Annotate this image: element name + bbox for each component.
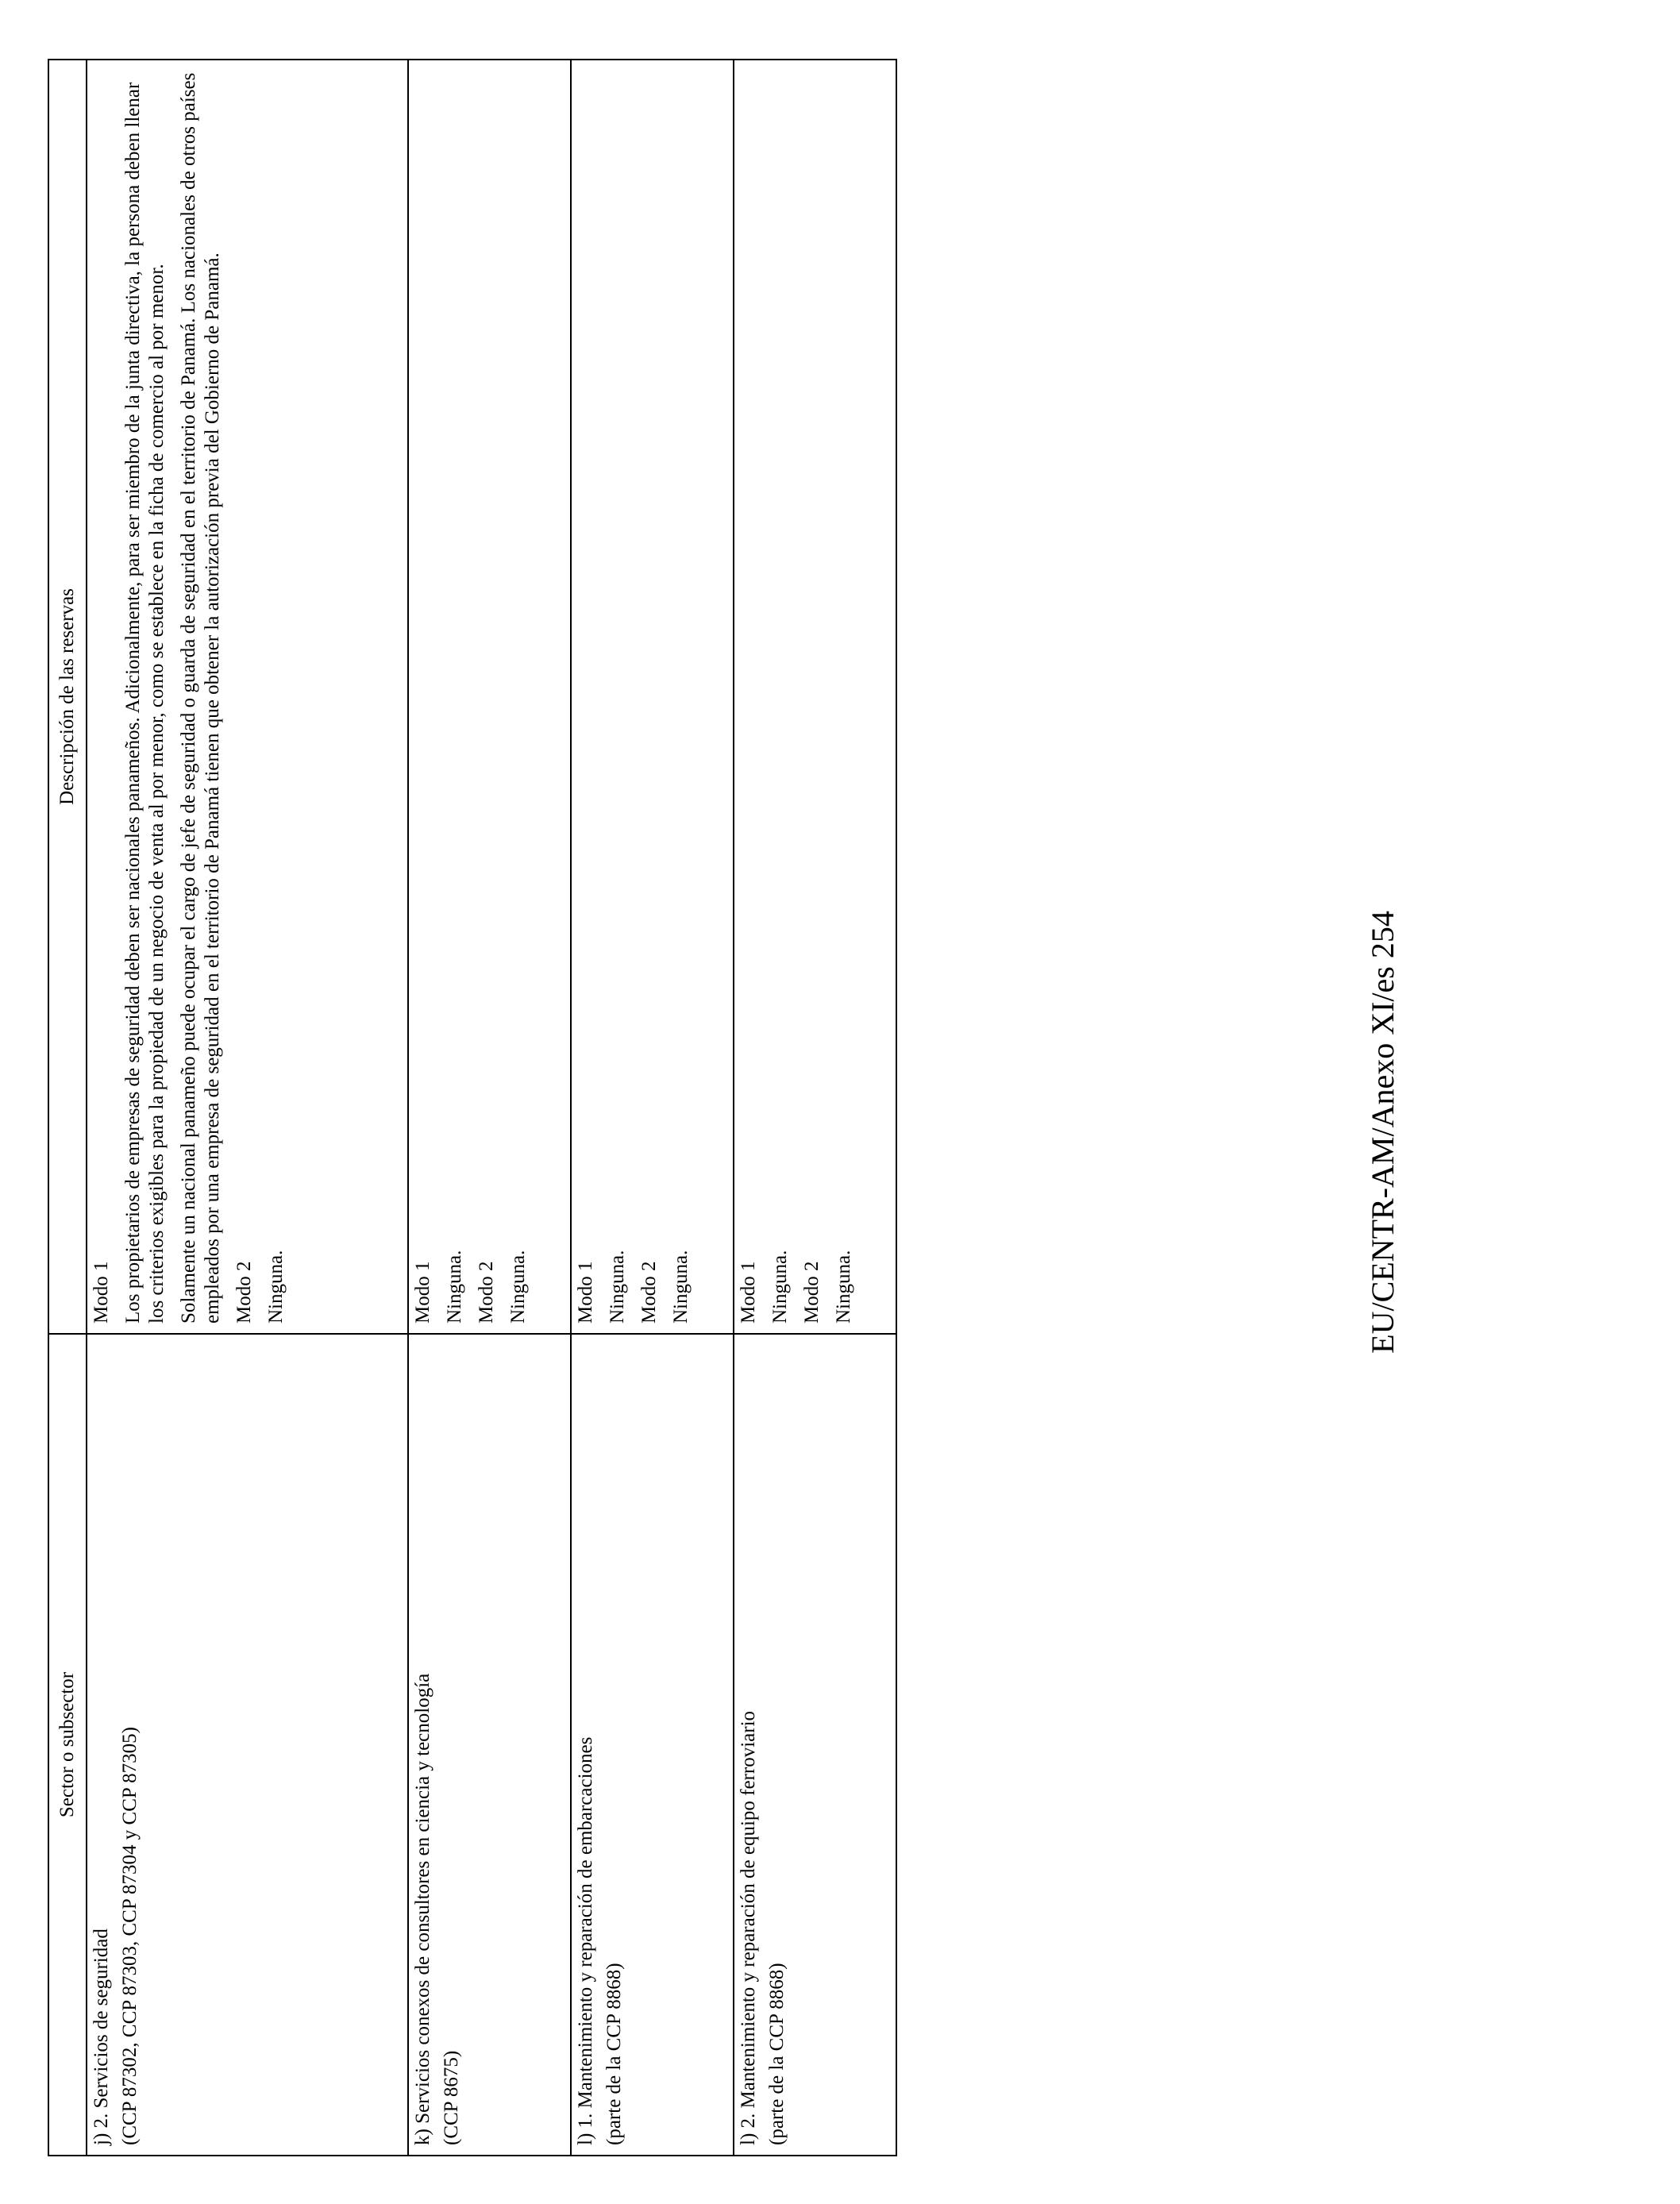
- sector-code: (parte de la CCP 8868): [766, 1963, 788, 2145]
- mode-label: Modo 2: [233, 1261, 255, 1324]
- table-row: [87, 60, 408, 2156]
- mode-label: Modo 2: [801, 1261, 823, 1324]
- header-sector: Sector o subsector: [48, 1334, 87, 2156]
- mode-label: Modo 1: [738, 1261, 759, 1324]
- sector-title: k) Servicios conexos de consultores en ciencia y tecnología: [412, 1673, 433, 2145]
- reservations-table: [48, 59, 897, 2156]
- mode-label: Modo 1: [575, 1261, 596, 1324]
- description-cell: [734, 60, 896, 1334]
- sector-code: (CCP 87302, CCP 87303, CCP 87304 y CCP 87305): [119, 1727, 141, 2145]
- reservation-text: Los propietarios de empresas de seguridad deben ser nacionales panameños. Adicionalmente, para ser miembro de la junta directiva, la persona deben llenar los criterios exigibles para la propiedad de un negocio de venta al por menor, como se establece en la ficha de comercio al por menor.: [122, 82, 168, 1324]
- mode-label: Modo 2: [638, 1261, 660, 1324]
- sector-cell: [571, 1334, 734, 2156]
- reservation-text: Ninguna.: [265, 1250, 287, 1324]
- table-row: [734, 60, 896, 2156]
- table-row: [408, 60, 571, 2156]
- document-reference: EU/CENTR-AM/Anexo XI/es 254: [1365, 911, 1401, 1354]
- description-cell: [408, 60, 571, 1334]
- reservation-text: Ninguna.: [607, 1250, 628, 1324]
- mode-label: Modo 1: [412, 1261, 433, 1324]
- sector-code: (parte de la CCP 8868): [603, 1963, 625, 2145]
- mode-label: Modo 2: [476, 1261, 497, 1324]
- reservation-text: Solamente un nacional panameño puede ocupar el cargo de jefe de seguridad o guarda de seguridad en el territorio de Panamá. Los nacionales de otros países empleados por una empresa de seguridad en el territorio de Panamá tienen que obtener la autorización previa del Gobierno de Panamá.: [178, 72, 223, 1324]
- rotated-page: [0, 60, 1680, 2204]
- reservation-text: Ninguna.: [444, 1250, 465, 1324]
- sector-title: l) 2. Mantenimiento y reparación de equipo ferroviario: [738, 1710, 759, 2145]
- description-cell: [571, 60, 734, 1334]
- reservation-text: Ninguna.: [507, 1250, 529, 1324]
- table-row: [571, 60, 734, 2156]
- sector-cell: [87, 1334, 408, 2156]
- sector-title: l) 1. Mantenimiento y reparación de embarcaciones: [575, 1736, 596, 2145]
- sector-code: (CCP 8675): [441, 2050, 462, 2145]
- mode-label: Modo 1: [91, 1261, 112, 1324]
- sector-title: j) 2. Servicios de seguridad: [91, 1929, 112, 2145]
- table-header-row: [48, 60, 87, 2156]
- sector-cell: [408, 1334, 571, 2156]
- description-cell: [87, 60, 408, 1334]
- sector-cell: [734, 1334, 896, 2156]
- reservation-text: Ninguna.: [670, 1250, 692, 1324]
- reservation-text: Ninguna.: [769, 1250, 791, 1324]
- reservation-text: Ninguna.: [833, 1250, 854, 1324]
- header-description: Descripción de las reservas: [48, 60, 87, 1334]
